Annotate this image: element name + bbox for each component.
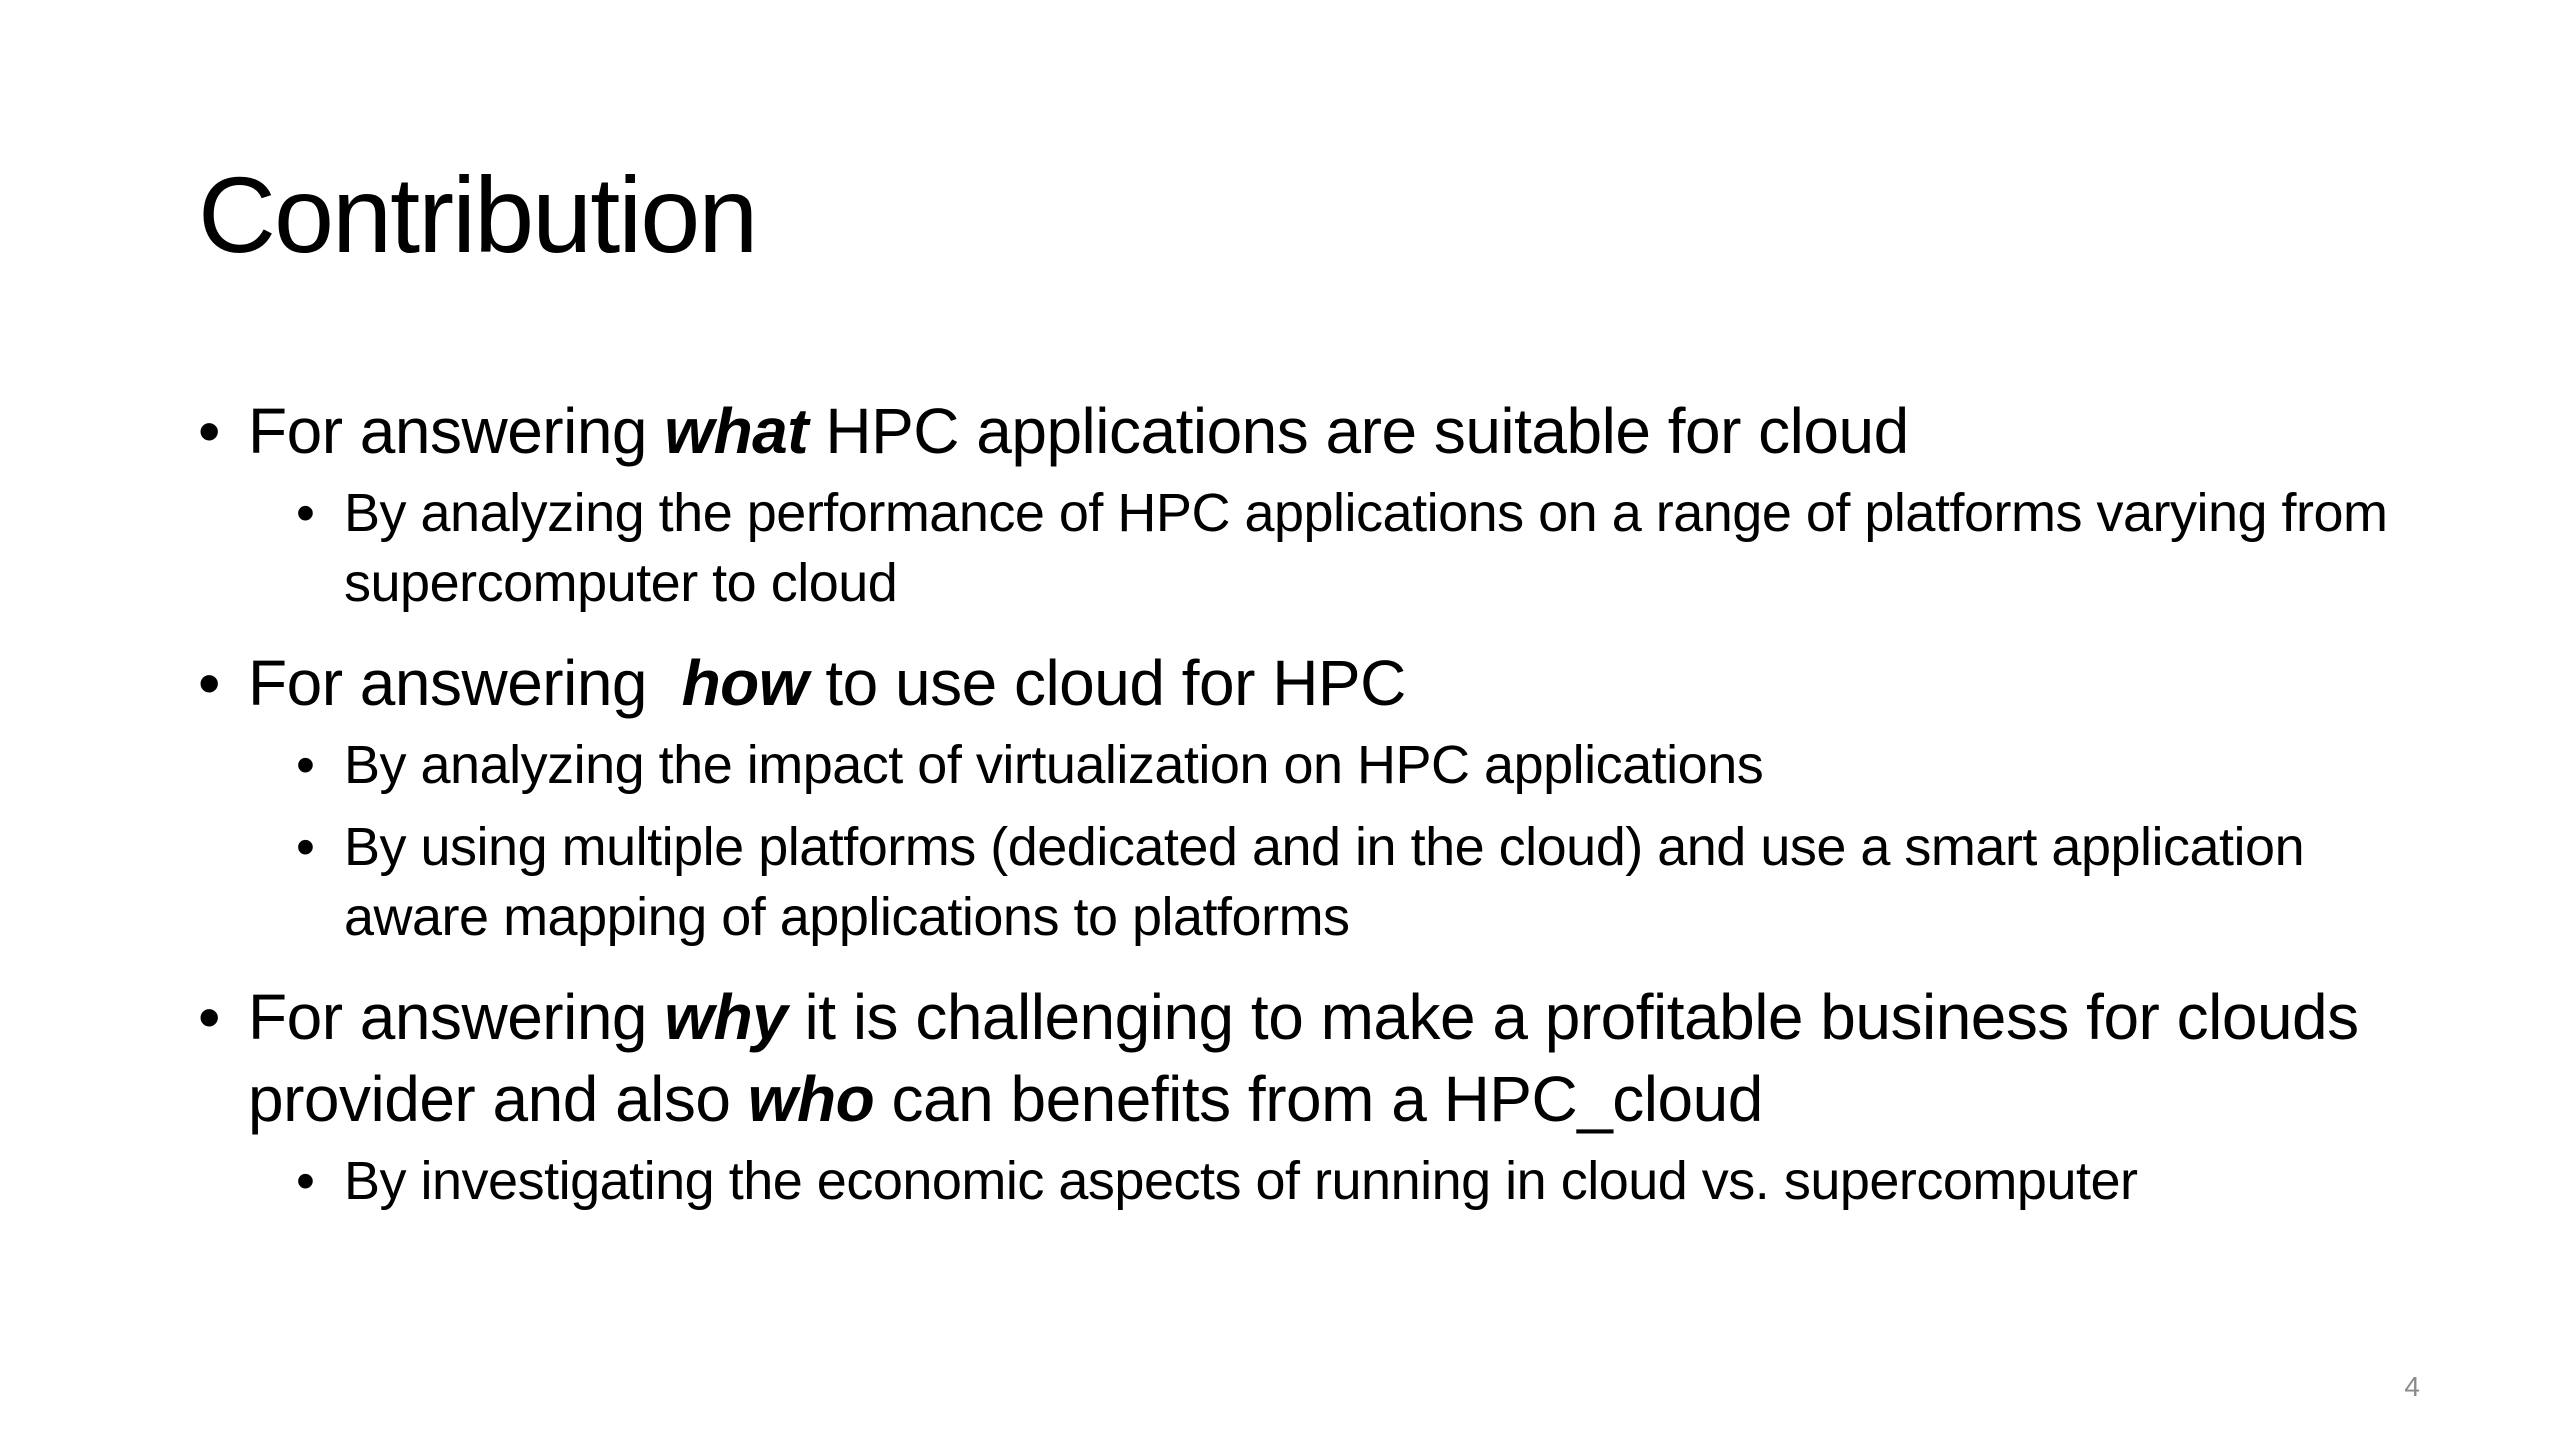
bullet-text-suffix: to use cloud for HPC [808, 647, 1406, 719]
slide-title: Contribution [198, 154, 757, 275]
bullet-point-what [198, 390, 2458, 472]
bullet-point-how [198, 642, 2458, 724]
keyword-why: why [664, 981, 788, 1053]
slide-content [198, 390, 2458, 1216]
bullet-icon: • [198, 981, 220, 1053]
sub-bullet-text: By using multiple platforms (dedicated and in the cloud) and use a smart application aware mapping of applications to platforms [344, 817, 2305, 947]
sub-bullet-text: By analyzing the performance of HPC applications on a range of platforms varying from supercomputer to cloud [344, 483, 2388, 613]
keyword-who: who [747, 1063, 875, 1135]
bullet-text-prefix: For answering [248, 395, 665, 467]
slide-number: 4 [2404, 1371, 2420, 1402]
bullet-text-prefix: For answering [248, 981, 665, 1053]
sub-bullet-economic-aspects [198, 1146, 2458, 1216]
bullet-icon: • [296, 1151, 315, 1211]
keyword-what: what [664, 395, 809, 467]
bullet-icon: • [296, 817, 315, 877]
bullet-text-suffix: can benefits from a HPC_cloud [874, 1063, 1763, 1135]
bullet-text-prefix: For answering [248, 647, 682, 719]
bullet-icon: • [198, 647, 220, 719]
sub-bullet-performance-analysis [198, 478, 2458, 618]
bullet-text-middle: it is challenging to make a profitable business for clouds provider and also [248, 981, 2359, 1135]
bullet-point-why-who [198, 976, 2458, 1140]
sub-bullet-text: By analyzing the impact of virtualization on HPC applications [344, 735, 1764, 795]
bullet-icon: • [296, 483, 315, 543]
bullet-icon: • [198, 395, 220, 467]
bullet-text-suffix: HPC applications are suitable for cloud [808, 395, 1909, 467]
sub-bullet-virtualization-impact [198, 730, 2458, 800]
sub-bullet-text: By investigating the economic aspects of running in cloud vs. supercomputer [344, 1151, 2138, 1211]
sub-bullet-multiple-platforms [198, 812, 2458, 952]
bullet-icon: • [296, 735, 315, 795]
keyword-how: how [681, 647, 809, 719]
